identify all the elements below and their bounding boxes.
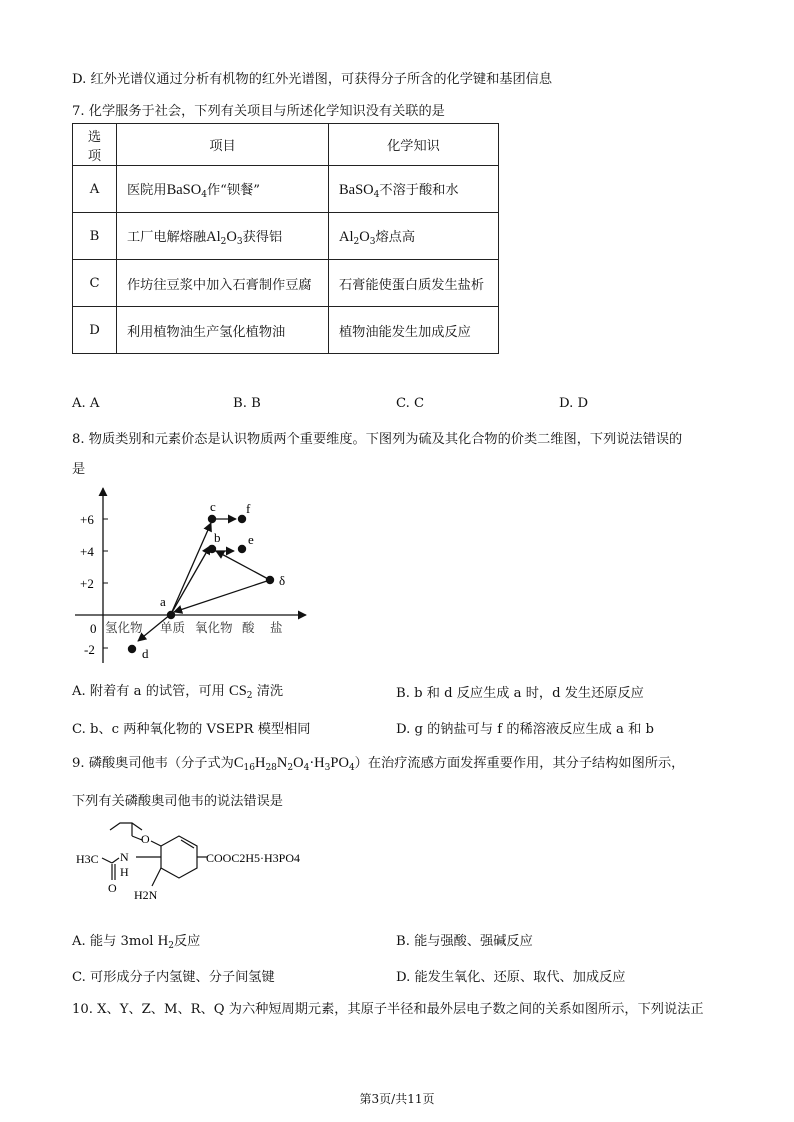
q9-stem-line2: 下列有关磷酸奥司他韦的说法错误是 [72,794,283,809]
x-label: 酸 [242,621,255,635]
row-project: 作坊往豆浆中加入石膏制作豆腐 [117,260,329,307]
q8-valence-diagram [70,478,310,668]
row-project: 利用植物油生产氢化植物油 [117,307,329,354]
carbonyl-oxygen: O [108,881,117,895]
q8-option-a: A. 附着有 a 的试管，可用 $CS_2$ 清洗 [72,683,284,701]
x-label: 氢化物 [105,621,143,635]
row-project: 医院用BaSO$_4$作“钡餐” [117,166,329,213]
q7-choice-d: D. D [559,396,589,411]
point-e [238,545,246,553]
oxygen-atom: O [141,832,150,846]
q8-option-d: D. g 的钠盐可与 f 的稀溶液反应生成 a 和 b [396,722,654,737]
q8-stem-line2: 是 [72,462,86,477]
header-option: 选项 [73,124,117,166]
row-option: A [73,166,117,213]
q7-choice-c: C. C [396,396,425,411]
row-option: B [73,213,117,260]
q9-option-a: A. 能与 3mol $H_2$反应 [72,933,201,951]
q9-molecule-structure [72,818,342,910]
row-knowledge: 植物油能发生加成反应 [329,307,499,354]
row-project: 工厂电解熔融$Al_2O_3$获得铝 [117,213,329,260]
q9-stem-line1: 9. 磷酸奥司他韦（分子式为$C_{16}H_{28}N_2O_4\cdot H_3PO_4$）在治疗流感方面发挥重要作用，其分子结构如图所示， [72,755,685,773]
x-label: 氧化物 [195,621,233,635]
q9-option-b: B. 能与强酸、强碱反应 [396,934,533,949]
point-label: e [248,532,254,547]
row-knowledge: 石膏能使蛋白质发生盐析 [329,260,499,307]
point-b [208,545,216,553]
row-knowledge: BaSO$_4$不溶于酸和水 [329,166,499,213]
point-label: d [142,646,149,661]
row-option: D [73,307,117,354]
q6-option-d: D. 红外光谱仪通过分析有机物的红外光谱图，可获得分子所含的化学键和基团信息 [72,72,553,87]
point-c [208,515,216,523]
y-tick-label: -2 [84,642,95,657]
page-footer: 第3页/共11页 [359,1092,435,1106]
point-a [167,611,175,619]
table-row [73,307,499,354]
q8-stem-line1: 8. 物质类别和元素价态是认识物质两个重要维度。下图列为硫及其化合物的价类二维图，下列说法错误的 [72,432,683,447]
row-option: C [73,260,117,307]
nitrogen-atom: N [120,850,129,864]
y-tick-label: 0 [90,621,97,636]
point-label: c [210,499,216,514]
amino-group-label: H2N [134,888,158,902]
table-row [73,260,499,307]
q10-stem: 10. X、Y、Z、M、R、Q 为六种短周期元素，其原子半径和最外层电子数之间的关系如图所示，下列说法正 [72,1002,704,1017]
hydrogen-atom: H [120,865,129,879]
table-row [73,213,499,260]
q8-option-c: C. b、c 两种氧化物的 VSEPR 模型相同 [72,722,311,737]
q7-choice-a: A. A [72,396,100,411]
point-d [128,645,136,653]
row-knowledge: $Al_2O_3$熔点高 [329,213,499,260]
table-header-row [73,124,499,166]
point-label: b [214,530,221,545]
q9-option-c: C. 可形成分子内氢键、分子间氢键 [72,970,275,985]
x-label: 单质 [160,621,186,635]
y-tick-label: +6 [80,512,94,527]
point-label: f [246,501,251,516]
ester-group-label: COOC2H5·H3PO4 [206,851,301,865]
q7-choice-b: B. B [233,396,261,411]
header-project: 项目 [117,124,329,166]
y-tick-label: +4 [80,544,94,559]
x-label: 盐 [270,621,283,635]
q7-table [72,123,499,354]
q8-option-b: B. b 和 d 反应生成 a 时，d 发生还原反应 [396,686,644,701]
y-tick-label: +2 [80,576,94,591]
point-delta [266,576,274,584]
table-row [73,166,499,213]
q7-stem: 7. 化学服务于社会，下列有关项目与所述化学知识没有关联的是 [72,104,445,119]
header-knowledge: 化学知识 [329,124,499,166]
point-label: δ [279,573,286,588]
point-label: a [160,594,166,609]
q9-option-d: D. 能发生氧化、还原、取代、加成反应 [396,970,626,985]
methyl-group-label: H3C [76,852,99,866]
point-f [238,515,246,523]
